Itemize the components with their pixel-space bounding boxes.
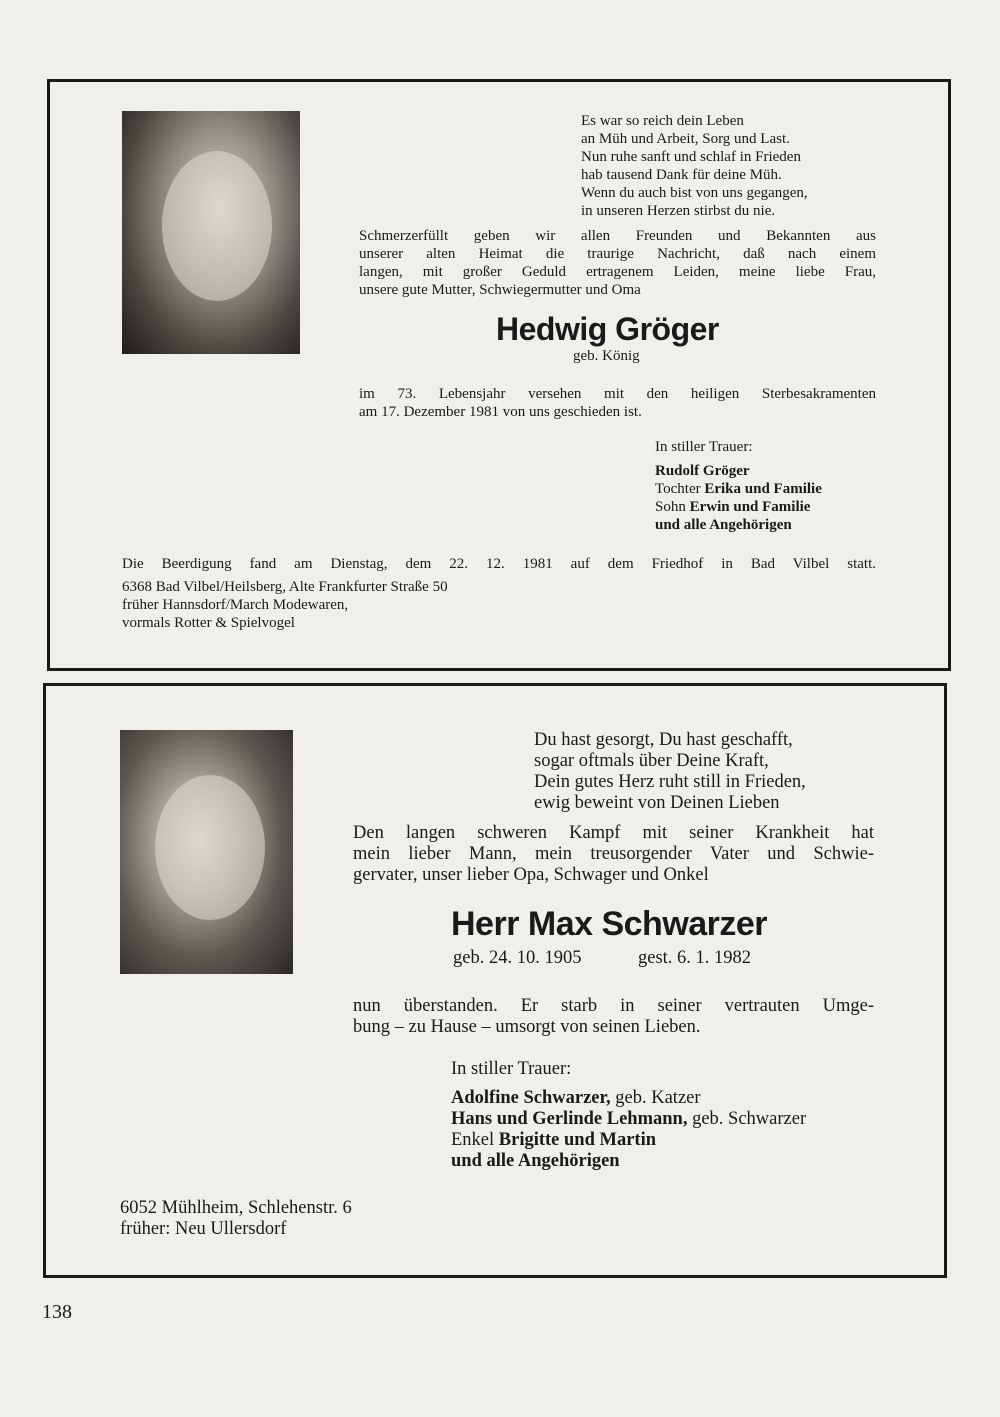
mourning-label: In stiller Trauer: — [451, 1059, 572, 1079]
intro-line: Schmerzerfüllt geben wir allen Freunden und Bekannten aus — [359, 228, 876, 244]
address-line: vormals Rotter & Spielvogel — [122, 615, 295, 631]
mourner-line: und alle Angehörigen — [451, 1151, 620, 1171]
birth-date: geb. 24. 10. 1905 — [453, 948, 582, 968]
poem-line: Dein gutes Herz ruht still in Frieden, — [534, 772, 806, 792]
portrait-photo-hedwig-groeger — [122, 111, 300, 354]
poem-line: Es war so reich dein Leben — [581, 113, 744, 129]
funeral-info: Die Beerdigung fand am Dienstag, dem 22. 12. 1981 auf dem Friedhof in Bad Vilbel statt. — [122, 556, 876, 572]
obituary-notice-schwarzer — [43, 683, 947, 1278]
intro-line: langen, mit großer Geduld ertragenem Leiden, meine liebe Frau, — [359, 264, 876, 280]
address-line: früher: Neu Ullersdorf — [120, 1219, 287, 1239]
obituary-notice-groeger — [47, 79, 951, 671]
mourner-line: Sohn Erwin und Familie — [655, 499, 811, 515]
mourner-line: Hans und Gerlinde Lehmann, geb. Schwarzer — [451, 1109, 807, 1129]
deceased-name: Herr Max Schwarzer — [451, 905, 768, 943]
poem-line: Nun ruhe sanft und schlaf in Frieden — [581, 149, 801, 165]
mourner-line: Enkel Brigitte und Martin — [451, 1130, 657, 1150]
mourning-label: In stiller Trauer: — [655, 439, 753, 455]
mourner-line: und alle Angehörigen — [655, 517, 792, 533]
poem-line: Wenn du auch bist von uns gegangen, — [581, 185, 808, 201]
poem-line: sogar oftmals über Deine Kraft, — [534, 751, 769, 771]
address-line: früher Hannsdorf/March Modewaren, — [122, 597, 349, 613]
deceased-name: Hedwig Gröger — [496, 311, 719, 347]
intro-line: gervater, unser lieber Opa, Schwager und Onkel — [353, 865, 709, 885]
death-line: am 17. Dezember 1981 von uns geschieden ist. — [359, 404, 642, 420]
poem-line: Du hast gesorgt, Du hast geschafft, — [534, 730, 793, 750]
intro-line: Den langen schweren Kampf mit seiner Krankheit hat — [353, 823, 874, 843]
intro-line: mein lieber Mann, mein treusorgender Vater und Schwie- — [353, 844, 874, 864]
address-line: 6052 Mühlheim, Schlehenstr. 6 — [120, 1198, 352, 1218]
page-number: 138 — [42, 1301, 72, 1323]
poem-line: hab tausend Dank für deine Müh. — [581, 167, 782, 183]
mourner-line: Tochter Erika und Familie — [655, 481, 822, 497]
intro-line: unsere gute Mutter, Schwiegermutter und Oma — [359, 282, 641, 298]
outro-line: bung – zu Hause – umsorgt von seinen Lieben. — [353, 1017, 701, 1037]
birth-name: geb. König — [573, 348, 640, 364]
mourner-line: Adolfine Schwarzer, geb. Katzer — [451, 1088, 701, 1108]
mourner-line: Rudolf Gröger — [655, 463, 750, 479]
death-date: gest. 6. 1. 1982 — [638, 948, 752, 968]
portrait-photo-max-schwarzer — [120, 730, 293, 974]
death-line: im 73. Lebensjahr versehen mit den heiligen Sterbesakramenten — [359, 386, 876, 402]
address-line: 6368 Bad Vilbel/Heilsberg, Alte Frankfurter Straße 50 — [122, 579, 448, 595]
intro-line: unserer alten Heimat die traurige Nachricht, daß nach einem — [359, 246, 876, 262]
outro-line: nun überstanden. Er starb in seiner vertrauten Umge- — [353, 996, 874, 1016]
poem-line: ewig beweint von Deinen Lieben — [534, 793, 780, 813]
poem-line: in unseren Herzen stirbst du nie. — [581, 203, 776, 219]
poem-line: an Müh und Arbeit, Sorg und Last. — [581, 131, 790, 147]
